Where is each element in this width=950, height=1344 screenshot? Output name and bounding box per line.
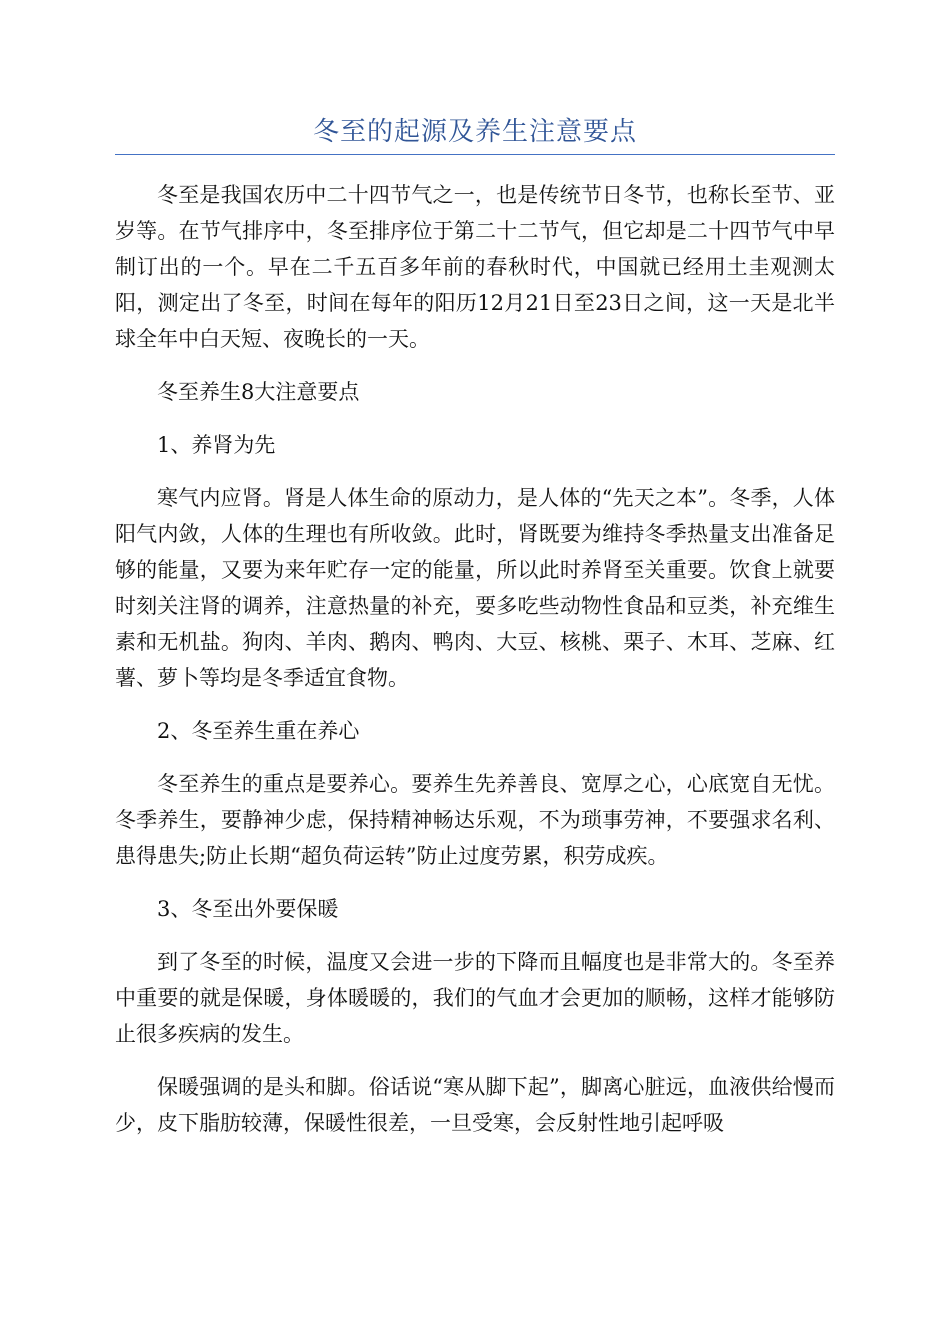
document-title: 冬至的起源及养生注意要点: [312, 117, 637, 147]
section-heading-main: 冬至养生8大注意要点: [157, 380, 360, 404]
heading-item-2: 2、冬至养生重在养心: [157, 719, 360, 743]
paragraph-item-2: 冬至养生的重点是要养心。要养生先养善良、宽厚之心，心底宽自无忧。冬季养生，要静神少虑，保持精神畅达乐观，不为琐事劳神，不要强求名利、患得患失;防止长期“超负荷运转”防止过度劳累，积劳成疾。: [115, 772, 835, 868]
paragraph-item-1: 寒气内应肾。肾是人体生命的原动力，是人体的“先天之本”。冬季，人体阳气内敛，人体的生理也有所收敛。此时，肾既要为维持冬季热量支出准备足够的能量，又要为来年贮存一定的能量，所以此时养肾至关重要。饮食上就要时刻关注肾的调养，注意热量的补充，要多吃些动物性食品和豆类，补充维生素和无机盐。狗肉、羊肉、鹅肉、鸭肉、大豆、核桃、栗子、木耳、芝麻、红薯、萝卜等均是冬季适宜食物。: [115, 486, 835, 690]
heading-item-1: 1、养肾为先: [157, 433, 276, 457]
title-underline: [115, 154, 835, 155]
heading-item-3: 3、冬至出外要保暖: [157, 897, 339, 921]
document-body: [115, 177, 835, 1158]
paragraph-item-3a: 到了冬至的时候，温度又会进一步的下降而且幅度也是非常大的。冬至养中重要的就是保暖，身体暖暖的，我们的气血才会更加的顺畅，这样才能够防止很多疾病的发生。: [115, 950, 835, 1046]
paragraph-item-3b: 保暖强调的是头和脚。俗话说“寒从脚下起”，脚离心脏远，血液供给慢而少，皮下脂肪较薄，保暖性很差，一旦受寒，会反射性地引起呼吸: [115, 1075, 835, 1135]
paragraph-intro: 冬至是我国农历中二十四节气之一，也是传统节日冬节，也称长至节、亚岁等。在节气排序中，冬至排序位于第二十二节气，但它却是二十四节气中早制订出的一个。早在二千五百多年前的春秋时代，中国就已经用土圭观测太阳，测定出了冬至，时间在每年的阳历12月21日至23日之间，这一天是北半球全年中白天短、夜晚长的一天。: [115, 183, 835, 351]
